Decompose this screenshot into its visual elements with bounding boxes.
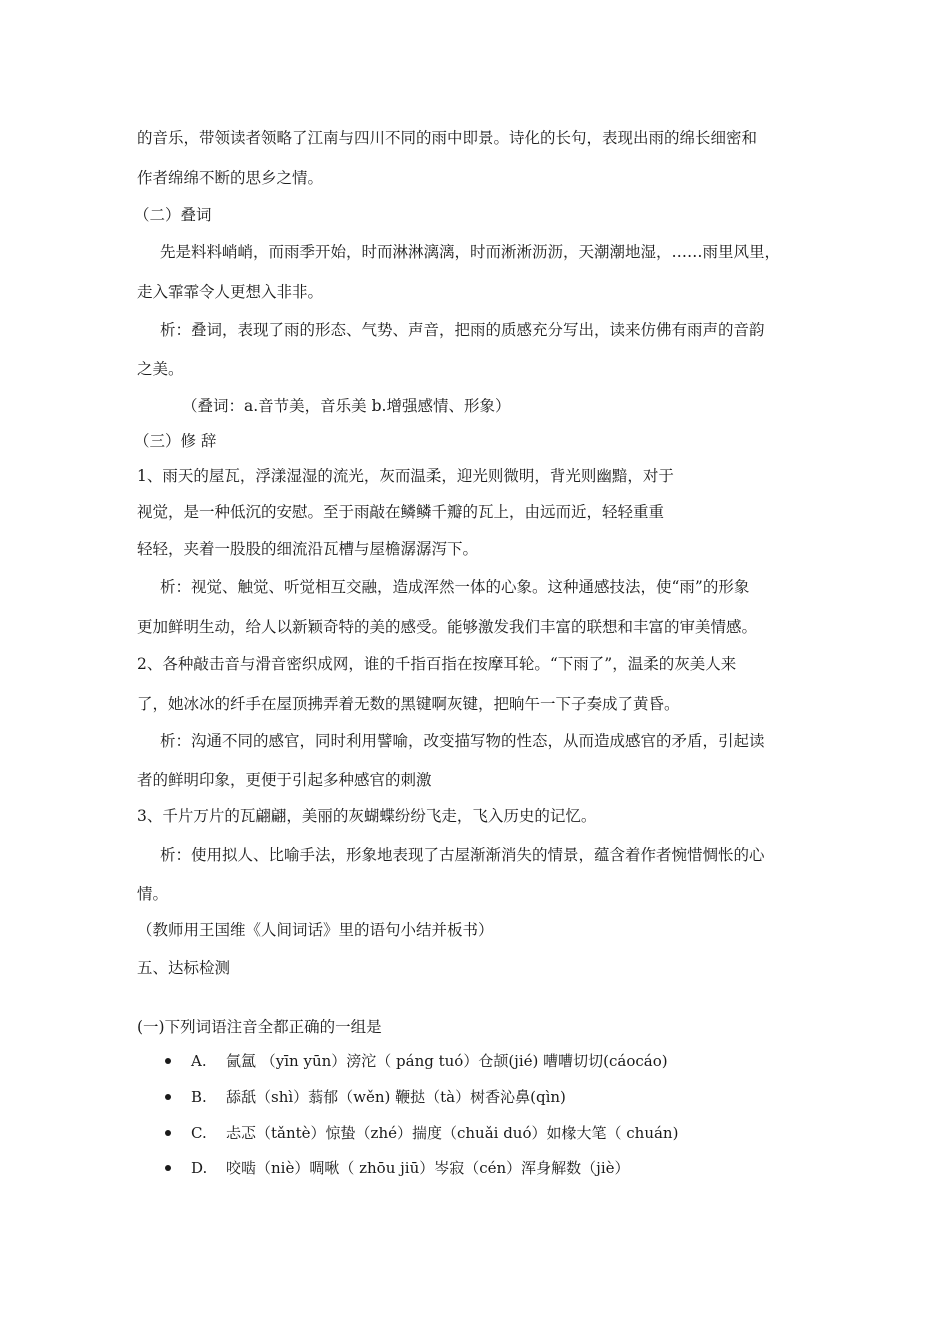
bullet-icon (165, 1094, 171, 1100)
paragraph-line: 走入霏霏令人更想入非非。 (137, 283, 324, 301)
analysis-line: 析：使用拟人、比喻手法，形象地表现了古屋渐渐消失的情景，蕴含着作者惋惜惆怅的心 (160, 846, 765, 864)
analysis-line: 者的鲜明印象，更便于引起多种感官的刺激 (137, 771, 432, 789)
analysis-line: 更加鲜明生动，给人以新颖奇特的美的感受。能够激发我们丰富的联想和丰富的审美情感。 (137, 618, 758, 636)
analysis-line: 之美。 (137, 360, 184, 378)
bullet-icon (165, 1058, 171, 1064)
paragraph-line: 2、各种敲击音与滑音密织成网，谁的千指百指在按摩耳轮。“下雨了”，温柔的灰美人来 (137, 655, 737, 673)
option-text: 咬啮（niè）啁啾（ zhōu jiū）岑寂（cén）浑身解数（jiè） (226, 1159, 630, 1177)
note-line: （叠词：a.音节美，音乐美 b.增强感情、形象） (182, 397, 511, 415)
section-heading: （三）修 辞 (134, 432, 217, 450)
paragraph-line: 轻轻，夹着一股股的细流沿瓦槽与屋檐潺潺泻下。 (137, 540, 479, 558)
analysis-line: 析：叠词，表现了雨的形态、气势、声音，把雨的质感充分写出，读来仿佛有雨声的音韵 (160, 321, 765, 339)
option-letter: A. (191, 1052, 207, 1070)
paragraph-line: 了，她冰冰的纤手在屋顶拂弄着无数的黑键啊灰键，把晌午一下子奏成了黄昏。 (137, 695, 680, 713)
question-stem: (一)下列词语注音全都正确的一组是 (137, 1018, 382, 1036)
bullet-icon (165, 1165, 171, 1171)
analysis-line: 析：视觉、触觉、听觉相互交融，造成浑然一体的心象。这种通感技法，使“雨”的形象 (160, 578, 750, 596)
analysis-line: 析：沟通不同的感官，同时利用譬喻，改变描写物的性态，从而造成感官的矛盾，引起读 (160, 732, 765, 750)
section-heading: 五、达标检测 (137, 959, 231, 977)
paragraph-line: 1、雨天的屋瓦，浮漾湿湿的流光，灰而温柔，迎光则微明，背光则幽黯，对于 (137, 467, 674, 485)
bullet-icon (165, 1130, 171, 1136)
section-heading: （二）叠词 (134, 206, 212, 224)
option-text: 舔舐（shì）蓊郁（wěn) 鞭挞（tà）树香沁鼻(qìn) (226, 1088, 566, 1106)
paragraph-line: 先是料料峭峭，而雨季开始，时而淋淋漓漓，时而淅淅沥沥，天潮潮地湿，……雨里风里， (160, 243, 781, 261)
paragraph-line: 的音乐，带领读者领略了江南与四川不同的雨中即景。诗化的长句，表现出雨的绵长细密和 (137, 129, 758, 147)
note-line: （教师用王国维《人间词话》里的语句小结并板书） (137, 921, 494, 939)
paragraph-line: 视觉，是一种低沉的安慰。至于雨敲在鳞鳞千瓣的瓦上，由远而近，轻轻重重 (137, 503, 665, 521)
option-text: 氤氲 （yīn yūn）滂沱（ páng tuó）仓颉(jié) 嘈嘈切切(cáocáo) (226, 1052, 668, 1070)
option-text: 忐忑（tǎntè）惊蛰（zhé）揣度（chuǎi duó）如椽大笔（ chuán) (226, 1124, 679, 1142)
option-letter: C. (191, 1124, 207, 1142)
option-letter: D. (191, 1159, 208, 1177)
analysis-line: 情。 (137, 885, 169, 903)
paragraph-line: 3、千片万片的瓦翩翩，美丽的灰蝴蝶纷纷飞走，飞入历史的记忆。 (137, 807, 597, 825)
option-letter: B. (191, 1088, 207, 1106)
paragraph-line: 作者绵绵不断的思乡之情。 (137, 169, 324, 187)
